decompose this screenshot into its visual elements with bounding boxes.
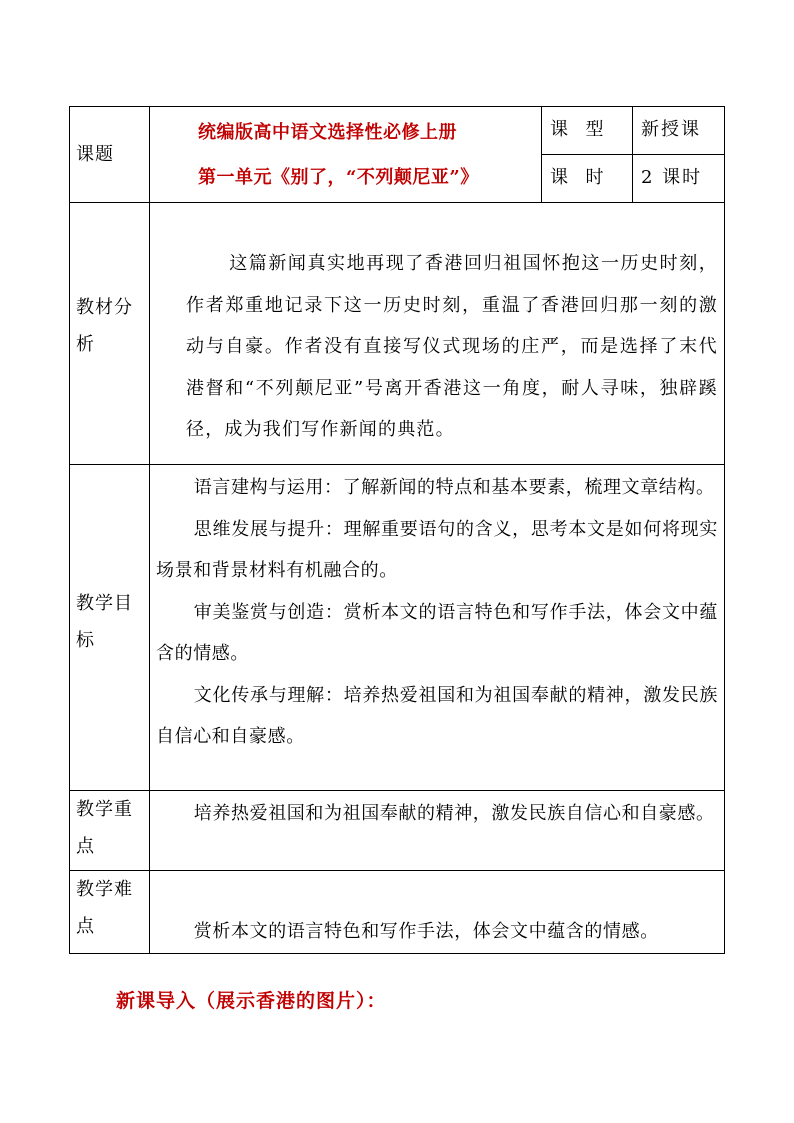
difficulty-label: 教学难点 <box>70 871 150 954</box>
goal-item: 语言建构与运用：了解新闻的特点和基本要素，梳理文章结构。 <box>193 477 715 498</box>
goal-item: 文化传承与理解：培养热爱祖国和为祖国奉献的精神，激发民族自信心和自豪感。 <box>156 684 718 747</box>
section-heading: 新课导入（展示香港的图片）： <box>116 990 387 1012</box>
type-value: 新授课 <box>633 107 725 155</box>
lesson-plan-table <box>69 106 725 954</box>
topic-label: 课题 <box>70 107 150 203</box>
goal-item: 思维发展与提升：理解重要语句的含义，思考本文是如何将现实场景和背景材料有机融合的。 <box>156 518 718 581</box>
key-label: 教学重点 <box>70 791 150 871</box>
key-text: 培养热爱祖国和为祖国奉献的精神，激发民族自信心和自豪感。 <box>150 791 725 871</box>
analysis-cell <box>150 203 725 465</box>
hours-label: 课 时 <box>542 155 633 203</box>
difficulty-text: 赏析本文的语言特色和写作手法，体会文中蕴含的情感。 <box>150 871 725 954</box>
lesson-title <box>150 107 542 203</box>
analysis-label: 教材分析 <box>70 203 150 465</box>
analysis-text: 这篇新闻真实地再现了香港回归祖国怀抱这一历史时刻，作者郑重地记录下这一历史时刻，重温了香港回归那一刻的激动与自豪。作者没有直接写仪式现场的庄严，而是选择了末代港督和“不列颠尼亚”号离开香港这一角度，耐人寻味，独辟蹊径，成为我们写作新闻的典范。 <box>186 253 718 440</box>
goals-label: 教学目标 <box>70 465 150 791</box>
type-label: 课 型 <box>542 107 633 155</box>
lesson-title-line2: 第一单元《别了，“不列颠尼亚”》 <box>198 167 479 188</box>
hours-value: 2 课时 <box>633 155 725 203</box>
lesson-title-line1: 统编版高中语文选择性必修上册 <box>198 122 457 143</box>
goal-item: 审美鉴赏与创造：赏析本文的语言特色和写作手法，体会文中蕴含的情感。 <box>156 601 718 664</box>
goals-cell <box>150 465 725 791</box>
